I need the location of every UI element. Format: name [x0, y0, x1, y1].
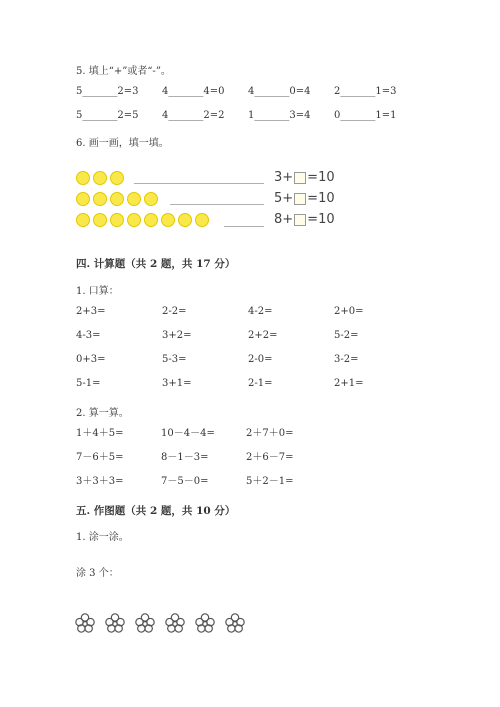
answer-box[interactable]	[294, 193, 306, 205]
flower-outline-icon[interactable]	[164, 612, 186, 634]
flower-outline-icon[interactable]	[74, 612, 96, 634]
s4-q2-title: 2. 算一算。	[76, 408, 129, 419]
yellow-dot	[76, 213, 90, 227]
s5-q1-instruction: 涂 3 个：	[76, 568, 119, 579]
oral-item[interactable]: 2-2=	[162, 306, 187, 317]
oral-item[interactable]: 2+0=	[334, 306, 364, 317]
section-5-heading: 五. 作图题（共 2 题，共 10 分）	[76, 505, 236, 517]
yellow-dot	[178, 213, 192, 227]
draw-line-1[interactable]	[134, 183, 264, 184]
yellow-dot	[127, 213, 141, 227]
equation-left: 3+	[274, 170, 294, 185]
oral-item[interactable]: 2+3=	[76, 306, 106, 317]
calc-item[interactable]: 3＋3＋3=	[76, 476, 124, 487]
yellow-dot	[144, 213, 158, 227]
dot-row-3	[76, 213, 209, 227]
oral-item[interactable]: 5-2=	[334, 330, 359, 341]
s4-q1-grid	[76, 300, 420, 396]
yellow-dot	[161, 213, 175, 227]
calc-item[interactable]: 7－5－0=	[161, 476, 209, 487]
calc-item[interactable]: 10－4－4=	[161, 428, 215, 439]
yellow-dot	[127, 192, 141, 206]
calc-item[interactable]: 5＋2－1=	[246, 476, 294, 487]
yellow-dot	[76, 192, 90, 206]
yellow-dot	[93, 171, 107, 185]
oral-item[interactable]: 4-2=	[248, 306, 273, 317]
calc-item[interactable]: 2＋7＋0=	[246, 428, 294, 439]
q5-item[interactable]: 4_______2=2	[162, 110, 225, 121]
section-4-heading: 四. 计算题（共 2 题，共 17 分）	[76, 258, 236, 270]
answer-box[interactable]	[294, 214, 306, 226]
dot-row-1	[76, 171, 124, 185]
dot-row-2	[76, 192, 158, 206]
yellow-dot	[110, 171, 124, 185]
oral-item[interactable]: 3+1=	[162, 378, 192, 389]
calc-item[interactable]: 8－1－3=	[161, 452, 209, 463]
q5-item[interactable]: 2_______1=3	[334, 86, 397, 97]
yellow-dot	[144, 192, 158, 206]
oral-item[interactable]: 2+2=	[248, 330, 278, 341]
yellow-dot	[76, 171, 90, 185]
equation-2	[274, 191, 335, 206]
oral-item[interactable]: 4-3=	[76, 330, 101, 341]
oral-item[interactable]: 0+3=	[76, 354, 106, 365]
equation-right: =10	[307, 191, 335, 206]
calc-item[interactable]: 2＋6－7=	[246, 452, 294, 463]
q5-grid	[76, 80, 420, 128]
equation-1	[274, 170, 335, 185]
q5-item[interactable]: 1_______3=4	[248, 110, 311, 121]
flower-outline-icon[interactable]	[134, 612, 156, 634]
calc-item[interactable]: 1＋4＋5=	[76, 428, 124, 439]
q5-item[interactable]: 4_______0=4	[248, 86, 311, 97]
equation-left: 5+	[274, 191, 294, 206]
yellow-dot	[93, 192, 107, 206]
q6-title: 6. 画一画，填一填。	[76, 138, 169, 149]
equation-3	[274, 212, 335, 227]
q5-item[interactable]: 5_______2=3	[76, 86, 139, 97]
yellow-dot	[110, 192, 124, 206]
s5-q1-title: 1. 涂一涂。	[76, 532, 129, 543]
yellow-dot	[110, 213, 124, 227]
flower-outline-icon[interactable]	[194, 612, 216, 634]
flower-row	[74, 612, 246, 634]
oral-item[interactable]: 2-0=	[248, 354, 273, 365]
equation-right: =10	[307, 212, 335, 227]
answer-box[interactable]	[294, 172, 306, 184]
s4-q2-grid	[76, 422, 331, 494]
flower-outline-icon[interactable]	[104, 612, 126, 634]
flower-outline-icon[interactable]	[224, 612, 246, 634]
oral-item[interactable]: 3+2=	[162, 330, 192, 341]
q5-title: 5. 填上“+”或者“-”。	[76, 66, 171, 77]
draw-line-2[interactable]	[170, 204, 264, 205]
calc-item[interactable]: 7－6＋5=	[76, 452, 124, 463]
oral-item[interactable]: 2-1=	[248, 378, 273, 389]
q5-item[interactable]: 5_______2=5	[76, 110, 139, 121]
q5-item[interactable]: 4_______4=0	[162, 86, 225, 97]
s4-q1-title: 1. 口算：	[76, 286, 119, 297]
equation-left: 8+	[274, 212, 294, 227]
oral-item[interactable]: 3-2=	[334, 354, 359, 365]
oral-item[interactable]: 2+1=	[334, 378, 364, 389]
yellow-dot	[93, 213, 107, 227]
yellow-dot	[195, 213, 209, 227]
draw-line-3[interactable]	[224, 226, 264, 227]
equation-right: =10	[307, 170, 335, 185]
q5-item[interactable]: 0_______1=1	[334, 110, 397, 121]
oral-item[interactable]: 5-3=	[162, 354, 187, 365]
oral-item[interactable]: 5-1=	[76, 378, 101, 389]
